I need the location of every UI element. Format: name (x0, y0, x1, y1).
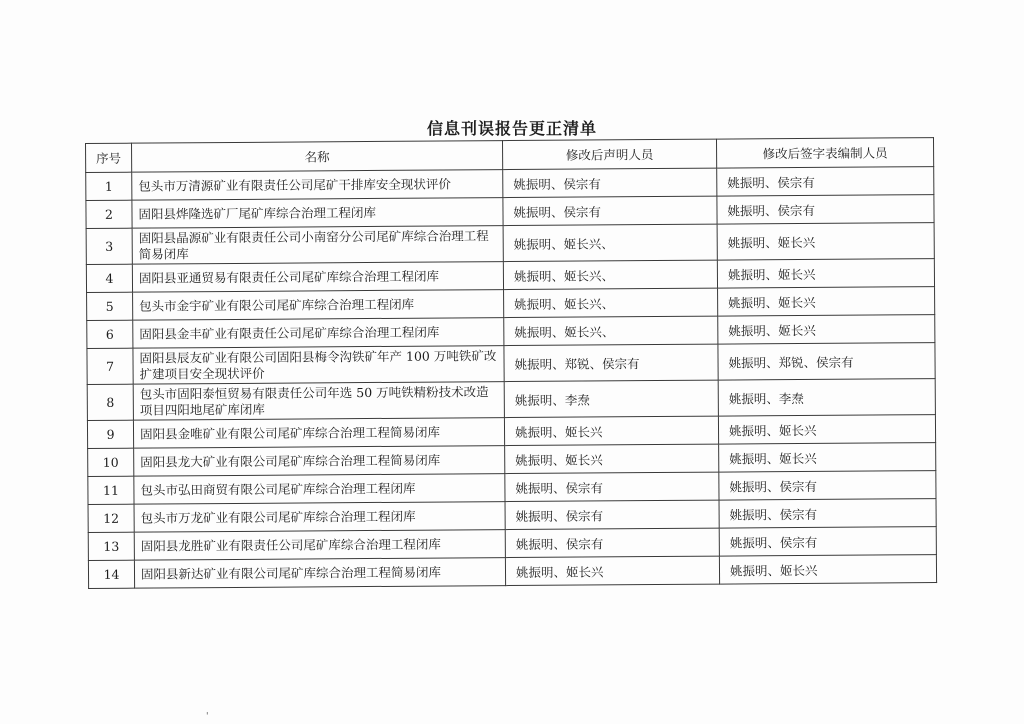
row-declaration: 姚振明、侯宗有 (505, 472, 719, 501)
row-signature: 姚振明、姬长兴 (718, 287, 935, 317)
row-signature: 姚振明、侯宗有 (717, 167, 934, 197)
row-no: 1 (86, 172, 132, 200)
row-declaration: 姚振明、郑锐、侯宗有 (504, 344, 718, 381)
row-signature: 姚振明、郑锐、侯宗有 (718, 343, 935, 381)
correction-table (85, 137, 937, 589)
row-declaration: 姚振明、侯宗有 (505, 500, 719, 529)
row-no: 4 (86, 264, 132, 292)
row-declaration: 姚振明、侯宗有 (505, 528, 719, 557)
row-signature: 姚振明、侯宗有 (717, 195, 934, 225)
row-no: 14 (88, 560, 134, 588)
row-signature: 姚振明、姬长兴 (717, 223, 934, 261)
row-name: 包头市万龙矿业有限公司尾矿库综合治理工程闭库 (134, 502, 505, 533)
row-no: 10 (88, 448, 134, 476)
row-declaration: 姚振明、姬长兴、 (504, 316, 718, 345)
row-no: 12 (88, 504, 134, 532)
row-no: 5 (87, 292, 133, 320)
row-name: 包头市金宇矿业有限公司尾矿库综合治理工程闭库 (133, 290, 504, 321)
scan-mark: ' (206, 712, 209, 722)
header-name: 名称 (132, 141, 503, 173)
row-signature: 姚振明、姬长兴 (719, 555, 936, 585)
row-name: 固阳县龙胜矿业有限责任公司尾矿库综合治理工程闭库 (134, 530, 505, 561)
row-declaration: 姚振明、姬长兴、 (503, 224, 717, 261)
row-no: 13 (88, 532, 134, 560)
row-name: 固阳县新达矿业有限公司尾矿库综合治理工程简易闭库 (134, 558, 505, 589)
header-signature: 修改后签字表编制人员 (716, 138, 933, 169)
row-signature: 姚振明、侯宗有 (719, 499, 936, 529)
row-signature: 姚振明、姬长兴 (717, 259, 934, 289)
row-declaration: 姚振明、姬长兴、 (504, 288, 718, 317)
row-signature: 姚振明、姬长兴 (719, 443, 936, 473)
row-no: 2 (86, 200, 132, 228)
row-no: 7 (87, 348, 133, 384)
row-no: 6 (87, 320, 133, 348)
row-signature: 姚振明、李焘 (718, 379, 935, 417)
row-no: 8 (87, 384, 133, 420)
header-declaration: 修改后声明人员 (502, 139, 716, 169)
table-row (87, 343, 935, 385)
row-signature: 姚振明、姬长兴 (718, 315, 935, 345)
row-declaration: 姚振明、姬长兴 (505, 556, 719, 585)
row-signature: 姚振明、姬长兴 (718, 415, 935, 445)
row-name: 包头市弘田商贸有限公司尾矿库综合治理工程闭库 (134, 474, 505, 505)
row-signature: 姚振明、侯宗有 (719, 527, 936, 557)
row-name: 包头市固阳泰恒贸易有限责任公司年选 50 万吨铁精粉技术改造项目四阳地尾矿库闭库 (133, 382, 504, 421)
table-row (87, 379, 935, 421)
row-declaration: 姚振明、姬长兴 (504, 416, 718, 445)
row-name: 固阳县龙大矿业有限公司尾矿库综合治理工程简易闭库 (134, 446, 505, 477)
header-no: 序号 (86, 143, 132, 172)
document-title: 信息刊误报告更正清单 (426, 119, 597, 138)
row-name: 固阳县烨隆选矿厂尾矿库综合治理工程闭库 (132, 198, 503, 229)
row-declaration: 姚振明、姬长兴 (505, 444, 719, 473)
row-name: 固阳县辰友矿业有限公司固阳县梅令沟铁矿年产 100 万吨铁矿改扩建项目安全现状评价 (133, 346, 504, 385)
row-no: 11 (88, 476, 134, 504)
row-name: 固阳县亚通贸易有限责任公司尾矿库综合治理工程闭库 (132, 262, 503, 293)
table-row (88, 555, 936, 589)
row-declaration: 姚振明、侯宗有 (503, 168, 717, 197)
row-name: 固阳县金丰矿业有限责任公司尾矿库综合治理工程闭库 (133, 318, 504, 349)
row-signature: 姚振明、侯宗有 (719, 471, 936, 501)
row-declaration: 姚振明、李焘 (504, 380, 718, 417)
row-declaration: 姚振明、姬长兴、 (503, 260, 717, 289)
row-no: 3 (86, 228, 132, 264)
table-row (86, 223, 934, 265)
row-name: 固阳县晶源矿业有限责任公司小南窑分公司尾矿库综合治理工程简易闭库 (132, 226, 503, 265)
row-no: 9 (87, 420, 133, 448)
row-declaration: 姚振明、侯宗有 (503, 196, 717, 225)
row-name: 包头市万清源矿业有限责任公司尾矿干排库安全现状评价 (132, 170, 503, 201)
row-name: 固阳县金唯矿业有限公司尾矿库综合治理工程简易闭库 (133, 418, 504, 449)
